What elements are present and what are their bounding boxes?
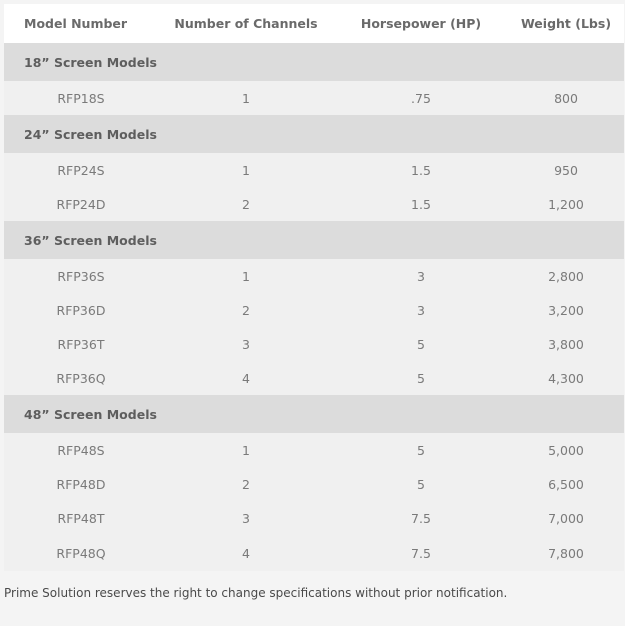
weight-cell: 950: [508, 153, 624, 187]
table-row: [4, 259, 624, 293]
disclaimer-note: Prime Solution reserves the right to change specifications without prior notification.: [4, 586, 508, 600]
header-weight: Weight (Lbs): [508, 4, 624, 43]
group-title: 36” Screen Models: [4, 221, 624, 259]
model-number-cell: RFP18S: [4, 81, 158, 115]
channels-cell: 2: [158, 187, 334, 221]
header-model-number: Model Number: [4, 4, 158, 43]
group-header-row: [4, 395, 624, 433]
channels-cell: 4: [158, 535, 334, 571]
channels-cell: 1: [158, 81, 334, 115]
channels-cell: 1: [158, 153, 334, 187]
horsepower-cell: 1.5: [334, 187, 508, 221]
horsepower-cell: .75: [334, 81, 508, 115]
horsepower-cell: 5: [334, 361, 508, 395]
table-body: [4, 43, 624, 571]
horsepower-cell: 3: [334, 293, 508, 327]
model-number-cell: RFP48S: [4, 433, 158, 467]
model-number-cell: RFP48D: [4, 467, 158, 501]
weight-cell: 3,800: [508, 327, 624, 361]
weight-cell: 2,800: [508, 259, 624, 293]
group-header-row: [4, 43, 624, 81]
channels-cell: 1: [158, 259, 334, 293]
table-row: [4, 433, 624, 467]
model-number-cell: RFP24S: [4, 153, 158, 187]
specifications-table: [4, 4, 624, 571]
horsepower-cell: 5: [334, 467, 508, 501]
channels-cell: 2: [158, 467, 334, 501]
weight-cell: 3,200: [508, 293, 624, 327]
table-row: [4, 501, 624, 535]
table-row: [4, 81, 624, 115]
header-horsepower: Horsepower (HP): [334, 4, 508, 43]
model-number-cell: RFP36S: [4, 259, 158, 293]
table-row: [4, 153, 624, 187]
table-row: [4, 361, 624, 395]
weight-cell: 7,800: [508, 535, 624, 571]
horsepower-cell: 3: [334, 259, 508, 293]
weight-cell: 6,500: [508, 467, 624, 501]
weight-cell: 7,000: [508, 501, 624, 535]
channels-cell: 3: [158, 501, 334, 535]
horsepower-cell: 5: [334, 433, 508, 467]
group-header-row: [4, 115, 624, 153]
group-title: 18” Screen Models: [4, 43, 624, 81]
group-header-row: [4, 221, 624, 259]
model-number-cell: RFP36D: [4, 293, 158, 327]
weight-cell: 5,000: [508, 433, 624, 467]
model-number-cell: RFP48Q: [4, 535, 158, 571]
channels-cell: 2: [158, 293, 334, 327]
header-row: [4, 4, 624, 43]
weight-cell: 4,300: [508, 361, 624, 395]
table-row: [4, 187, 624, 221]
table-row: [4, 293, 624, 327]
group-title: 48” Screen Models: [4, 395, 624, 433]
horsepower-cell: 7.5: [334, 535, 508, 571]
channels-cell: 1: [158, 433, 334, 467]
group-title: 24” Screen Models: [4, 115, 624, 153]
weight-cell: 800: [508, 81, 624, 115]
channels-cell: 4: [158, 361, 334, 395]
header-number-of-channels: Number of Channels: [158, 4, 334, 43]
horsepower-cell: 1.5: [334, 153, 508, 187]
table-header: [4, 4, 624, 43]
model-number-cell: RFP48T: [4, 501, 158, 535]
table-row: [4, 327, 624, 361]
table-row: [4, 535, 624, 571]
table-row: [4, 467, 624, 501]
weight-cell: 1,200: [508, 187, 624, 221]
horsepower-cell: 5: [334, 327, 508, 361]
specifications-table-container: [4, 4, 624, 571]
model-number-cell: RFP36T: [4, 327, 158, 361]
channels-cell: 3: [158, 327, 334, 361]
model-number-cell: RFP24D: [4, 187, 158, 221]
horsepower-cell: 7.5: [334, 501, 508, 535]
model-number-cell: RFP36Q: [4, 361, 158, 395]
